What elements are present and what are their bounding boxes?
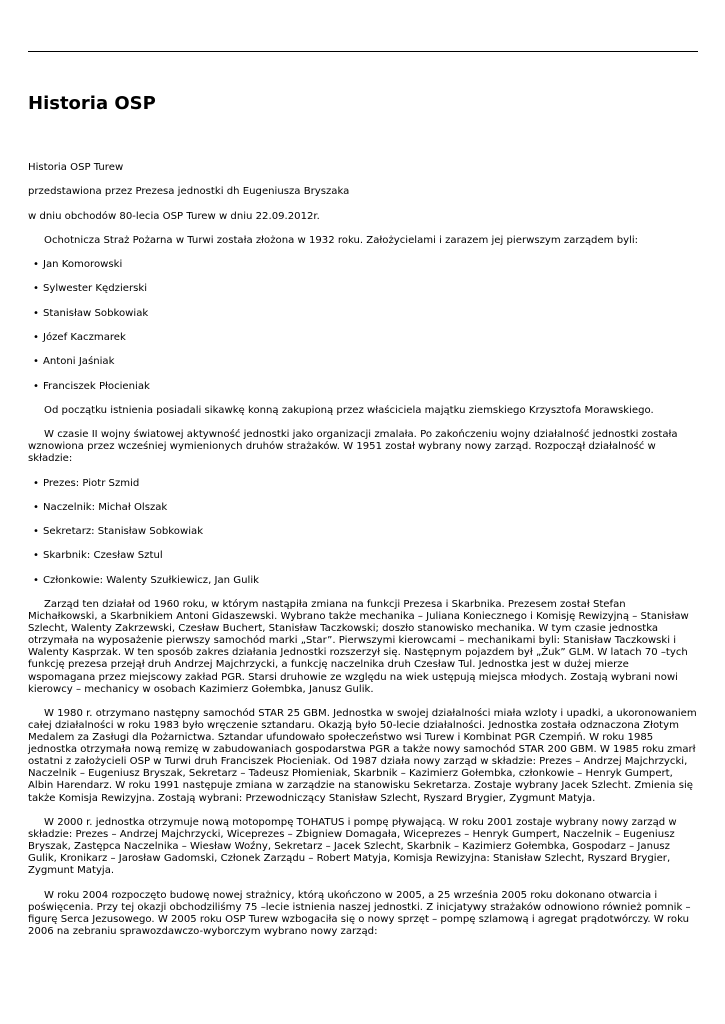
intro-line-2: przedstawiona przez Prezesa jednostki dh Eugeniusza Bryszaka [28, 186, 350, 198]
war-paragraph: W czasie II wojny światowej aktywność jednostki jako organizacji zmalała. Po zakończeniu wojny działalność jednostki została wznowiona przez wcześniej wymienionych druhów strażaków. W 1951 został wybrany nowy zarząd. Rozpoczął działalność w składzie: [28, 429, 678, 465]
list-item: • Członkowie: Walenty Szułkiewicz, Jan Gulik [33, 574, 259, 586]
paragraph-2004: W roku 2004 rozpoczęto budowę nowej strażnicy, którą ukończono w 2005, a 25 września 2005 roku dokonano otwarcia i poświęcenia. Przy tej okazji obchodziliśmy 75 –lecie istnienia naszej jednostki. Z inicjatywy strażaków odnowiono również pomnik – figurę Serca Jezusowego. W 2005 roku OSP Turew wzbogaciła się o nowy sprzęt – pompę szlamową i agregat prądotwórczy. W roku 2006 na zebraniu sprawozdawczo-wyborczym wybrano nowy zarząd: [28, 889, 691, 937]
list-item: • Antoni Jaśniak [33, 356, 115, 368]
list-item: • Prezes: Piotr Szmid [33, 477, 140, 489]
list-item: • Naczelnik: Michał Olszak [33, 501, 168, 513]
document-body [28, 88, 698, 950]
intro-line-1: Historia OSP Turew [28, 162, 124, 173]
paragraph-1980: W 1980 r. otrzymano następny samochód STAR 25 GBM. Jednostka w swojej działalności miała wzloty i upadki, a ukoronowaniem całej działalności w roku 1983 było wręczenie sztandaru. Okazją było 50-lecie działalności. Jednostka została odznaczona Złotym Medalem za Zasługi dla Pożarnictwa. Sztandar ufundowało społeczeństwo wsi Turew i Kombinat PGR Czempiń. W roku 1985 jednostka otrzymała nową remizę w zabudowaniach gospodarstwa PGR a także nowy samochód STAR 200 GBM. W 1985 roku zmarł ostatni z założycieli OSP w Turwi druh Franciszek Płocieniak. Od 1987 działa nowy zarząd w składzie: Prezes – Andrzej Majchrzycki, Naczelnik – Eugeniusz Bryszak, Sekretarz – Tadeusz Płomieniak, Skarbnik – Kazimierz Gołembka, członkowie – Henryk Gumpert, Albin Harendarz. W roku 1991 następuje zmiana w zarządzie na stanowisku Sekretarza. Zostaje wybrany Jacek Szlecht. Zmienia się także Komisja Rewizyjna. Zostają wybrani: Przewodniczący Stanisław Szlecht, Ryszard Brygier, Zygmunt Matyja. [28, 707, 697, 804]
equipment-paragraph: Od początku istnienia posiadali sikawkę konną zakupioną przez właściciela majątku ziemskiego Krzysztofa Morawskiego. [44, 404, 654, 416]
page-title: Historia OSP [28, 93, 156, 114]
list-item: • Skarbnik: Czesław Sztul [33, 550, 163, 562]
board-1951-list [28, 478, 698, 587]
list-item: • Stanisław Sobkowiak [33, 307, 149, 319]
paragraph-1960: Zarząd ten działał od 1960 roku, w którym nastąpiła zmiana na funkcji Prezesa i Skarbnika. Prezesem został Stefan Michałkowski, a Skarbnikiem Antoni Gidaszewski. Wybrano także mechanika – Juliana Koniecznego i Komisję Rewizyjną – Stanisław Szlecht, Walenty Zakrzewski, Czesław Buchert, Stanisław Taczkowski; doszło stanowisko mechanika. W tym czasie jednostka otrzymała na wyposażenie pierwszy samochód marki „Star”. Pierwszymi kierowcami – mechanikami byli: Stanisław Taczkowski i Walenty Kasprzak. W ten sposób zakres działania Jednostki rozszerzył się. Następnym pojazdem był „Żuk” GLM. W latach 70 –tych funkcję prezesa przejął druh Andrzej Majchrzycki, a funkcję naczelnika druh Czesław Tul. Jednostka jest w dużej mierze wspomagana przez miejscowy zakład PGR. Starsi druhowie ze względu na wiek ustępują miejsca młodych. Zostają wybrani nowi kierowcy – mechanicy w osobach Kazimierz Gołembka, Janusz Gulik. [28, 598, 689, 695]
founding-paragraph: Ochotnicza Straż Pożarna w Turwi została złożona w 1932 roku. Założycielami i zarazem jej pierwszym zarządem byli: [44, 234, 639, 246]
founders-list [28, 259, 698, 393]
list-item: • Józef Kaczmarek [33, 331, 126, 343]
list-item: • Sekretarz: Stanisław Sobkowiak [33, 526, 204, 538]
intro-line-3: w dniu obchodów 80-lecia OSP Turew w dniu 22.09.2012r. [28, 210, 320, 222]
list-item: • Sylwester Kędzierski [33, 283, 148, 295]
paragraph-2000: W 2000 r. jednostka otrzymuje nową motopompę TOHATUS i pompę pływającą. W roku 2001 zostaje wybrany nowy zarząd w składzie: Prezes – Andrzej Majchrzycki, Wiceprezes – Zbigniew Domagała, Wiceprezes – Henryk Gumpert, Naczelnik – Eugeniusz Bryszak, Zastępca Naczelnika – Wiesław Woźny, Sekretarz – Jacek Szlecht, Skarbnik – Kazimierz Gołembka, Gospodarz – Janusz Gulik, Kronikarz – Jarosław Gadomski, Członek Zarządu – Robert Matyja, Komisja Rewizyjna: Stanisław Szlecht, Ryszard Brygier, Zygmunt Matyja. [28, 816, 677, 877]
list-item: • Franciszek Płocieniak [33, 380, 150, 392]
list-item: • Jan Komorowski [33, 259, 123, 271]
top-horizontal-rule [28, 51, 698, 52]
